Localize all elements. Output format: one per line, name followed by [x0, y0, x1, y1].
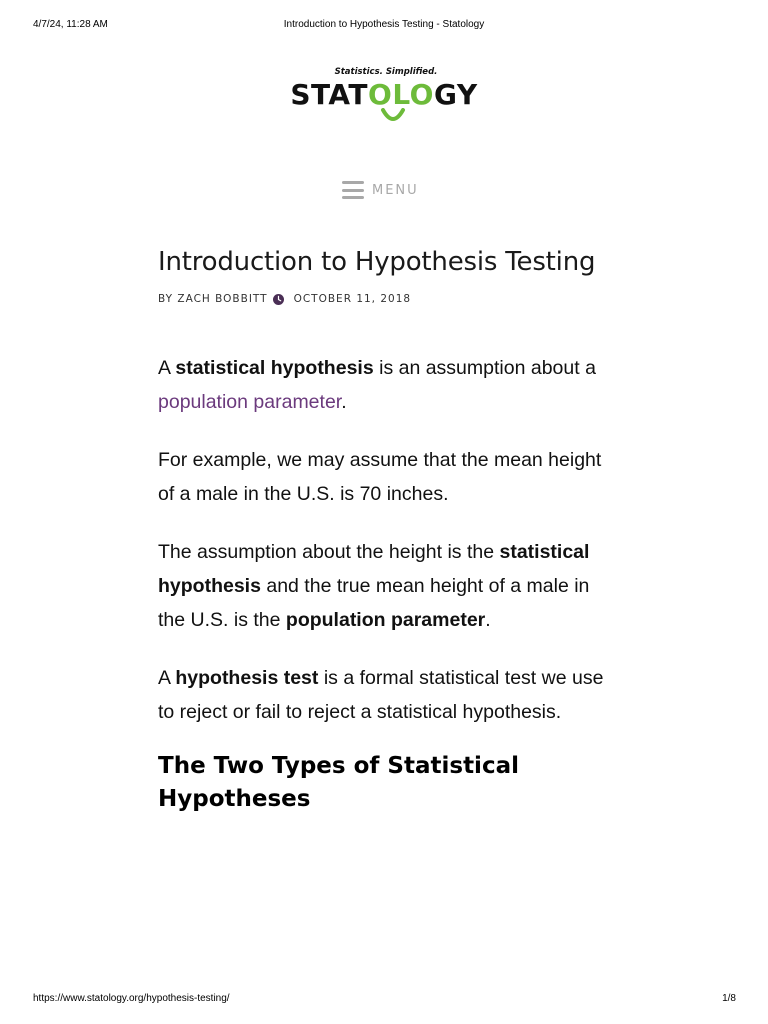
text: . — [341, 391, 347, 413]
menu-toggle-button[interactable] — [342, 180, 419, 200]
clock-icon — [273, 294, 284, 305]
print-datetime: 4/7/24, 11:28 AM — [33, 19, 108, 30]
article — [158, 246, 618, 816]
print-page-title: Introduction to Hypothesis Testing - Statology — [283, 19, 485, 30]
article-body — [158, 351, 618, 816]
logo-wordmark — [290, 78, 477, 112]
print-url: https://www.statology.org/hypothesis-testing/ — [33, 993, 230, 1004]
paragraph-3 — [158, 535, 618, 637]
logo-tagline: Statistics. Simplified. — [334, 67, 438, 77]
article-title: Introduction to Hypothesis Testing — [158, 247, 596, 277]
text: is a formal statistical test we use to reject or fail to reject a statistical hypothesis. — [158, 667, 604, 723]
print-header — [0, 19, 768, 33]
paragraph-1 — [158, 351, 618, 419]
bold-term: statistical hypothesis — [158, 541, 590, 597]
logo-wordmark-mid: OLO — [368, 78, 434, 111]
section-heading: The Two Types of Statistical Hypotheses — [158, 753, 519, 812]
text: is an assumption about a — [373, 357, 596, 379]
print-page-number: 1/8 — [722, 993, 736, 1004]
bold-term: population parameter — [285, 609, 486, 631]
paragraph-4 — [158, 661, 618, 729]
logo-smile-icon — [380, 108, 406, 122]
logo-wordmark-start: STAT — [290, 78, 369, 111]
paragraph-2: For example, we may assume that the mean height of a male in the U.S. is 70 inches. — [158, 449, 602, 505]
author-link[interactable]: BY ZACH BOBBITT — [158, 293, 268, 305]
text: The assumption about the height is the — [158, 541, 500, 563]
bold-term: statistical hypothesis — [175, 357, 374, 379]
logo-wordmark-end: GY — [433, 78, 478, 111]
population-parameter-link[interactable]: population parameter — [158, 391, 342, 413]
article-date: OCTOBER 11, 2018 — [293, 293, 412, 305]
article-byline — [158, 292, 618, 306]
text: A — [158, 357, 176, 379]
hamburger-icon — [342, 180, 364, 200]
bold-term: hypothesis test — [175, 667, 319, 689]
text: . — [485, 609, 491, 631]
text: A — [158, 667, 176, 689]
menu-label: MENU — [372, 182, 419, 198]
site-logo[interactable] — [0, 66, 768, 112]
print-footer — [0, 993, 768, 1007]
text: and the true mean height of a male in the U.S. is the — [158, 575, 590, 631]
